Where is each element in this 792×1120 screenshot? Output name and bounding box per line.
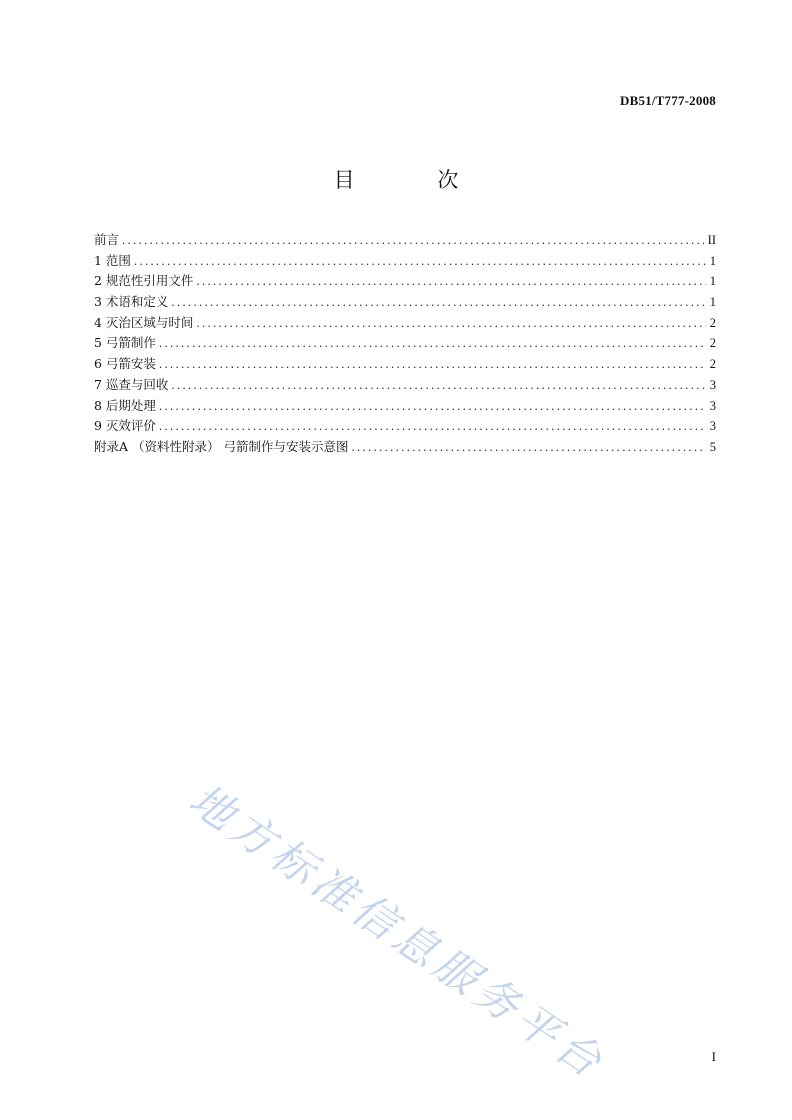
toc-entry-page: 1	[709, 253, 716, 268]
toc-leader-dots	[122, 230, 704, 251]
toc-entry-page: 2	[709, 357, 716, 372]
toc-leader-dots	[159, 333, 706, 354]
toc-entry-page: 2	[709, 315, 716, 330]
table-of-contents	[94, 230, 716, 458]
toc-leader-dots	[351, 437, 705, 458]
toc-entry-foreword[interactable]	[94, 230, 716, 251]
toc-entry-page: 3	[709, 398, 716, 413]
toc-entry-label: 9 灭效评价	[94, 418, 156, 434]
toc-entry-label: 1 范围	[94, 252, 131, 268]
toc-entry-page: 3	[709, 377, 716, 392]
toc-entry-page: 2	[709, 336, 716, 351]
toc-entry-page: 3	[709, 419, 716, 434]
standard-code: DB51/T777-2008	[620, 93, 716, 108]
toc-entry-label: 2 规范性引用文件	[94, 273, 194, 289]
toc-leader-dots	[159, 396, 706, 417]
toc-entry-label: 4 灭治区域与时间	[94, 314, 194, 330]
toc-entry-patrol-recovery[interactable]	[94, 375, 716, 396]
toc-leader-dots	[159, 354, 706, 375]
toc-leader-dots	[171, 292, 705, 313]
toc-leader-dots	[196, 313, 705, 334]
toc-leader-dots	[159, 416, 706, 437]
toc-entry-appendix-a[interactable]	[94, 437, 716, 458]
toc-entry-page: II	[707, 233, 716, 247]
toc-entry-page: 5	[709, 439, 716, 454]
toc-entry-label: 3 术语和定义	[94, 294, 169, 310]
toc-entry-page: 1	[709, 295, 716, 310]
watermark: 地方标准信息服务平台	[180, 774, 615, 1091]
toc-entry-bow-making[interactable]	[94, 333, 716, 354]
toc-entry-terms-definitions[interactable]	[94, 292, 716, 313]
toc-entry-label: 附录A （资料性附录） 弓箭制作与安装示意图	[94, 438, 349, 454]
toc-entry-scope[interactable]	[94, 251, 716, 272]
toc-leader-dots	[171, 375, 705, 396]
toc-entry-normative-references[interactable]	[94, 271, 716, 292]
page-number: I	[711, 1049, 716, 1064]
toc-leader-dots	[134, 251, 706, 272]
toc-entry-label: 前言	[94, 232, 120, 247]
toc-title: 目 次	[333, 168, 497, 192]
toc-leader-dots	[196, 271, 705, 292]
toc-entry-effect-evaluation[interactable]	[94, 416, 716, 437]
toc-entry-label: 7 巡查与回收	[94, 376, 169, 392]
toc-entry-post-processing[interactable]	[94, 396, 716, 417]
toc-entry-label: 5 弓箭制作	[94, 335, 156, 351]
toc-entry-bow-installation[interactable]	[94, 354, 716, 375]
toc-entry-label: 6 弓箭安装	[94, 356, 156, 372]
toc-entry-page: 1	[709, 274, 716, 289]
toc-entry-area-time[interactable]	[94, 313, 716, 334]
toc-entry-label: 8 后期处理	[94, 397, 156, 413]
